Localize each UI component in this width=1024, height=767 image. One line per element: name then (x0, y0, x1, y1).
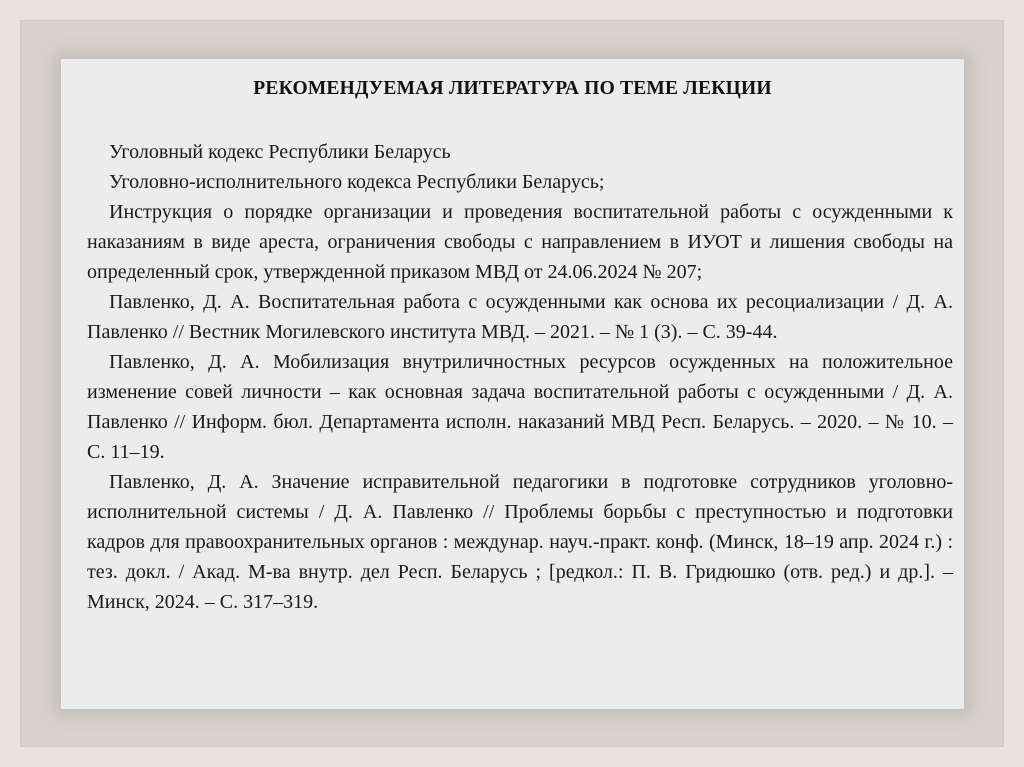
reference-item: Павленко, Д. А. Значение исправительной педагогики в подготовке сотрудников уголовно-исполнительной системы / Д. А. Павленко // Проблемы борьбы с преступностью и подготовки кадров для правоохранительных органов : междунар. науч.-практ. конф. (Минск, 18–19 апр. 2024 г.) : тез. докл. / Акад. М-ва внутр. дел Респ. Беларусь ; [редкол.: П. В. Гридюшко (отв. ред.) и др.]. – Минск, 2024. – С. 317–319. (87, 471, 953, 613)
slide-title: РЕКОМЕНДУЕМАЯ ЛИТЕРАТУРА ПО ТЕМЕ ЛЕКЦИИ (253, 78, 772, 99)
reference-list (87, 137, 953, 617)
reference-item: Уголовно-исполнительного кодекса Республики Беларусь; (109, 171, 605, 193)
reference-item: Павленко, Д. А. Воспитательная работа с осужденными как основа их ресоциализации / Д. А. Павленко // Вестник Могилевского института МВД. – 2021. – № 1 (3). – С. 39-44. (87, 291, 953, 343)
reference-item: Инструкция о порядке организации и проведения воспитательной работы с осужденными к наказаниям в виде ареста, ограничения свободы с направлением в ИУОТ и лишения свободы на определенный срок, утвержденной приказом МВД от 24.06.2024 № 207; (87, 201, 953, 283)
slide-page (61, 59, 964, 709)
slide-frame (20, 20, 1004, 747)
reference-item: Уголовный кодекс Республики Беларусь (109, 141, 451, 163)
reference-item: Павленко, Д. А. Мобилизация внутриличностных ресурсов осужденных на положительное изменение совей личности – как основная задача воспитательной работы с осужденными / Д. А. Павленко // Информ. бюл. Департамента исполн. наказаний МВД Респ. Беларусь. – 2020. – № 10. – С. 11–19. (87, 351, 953, 463)
